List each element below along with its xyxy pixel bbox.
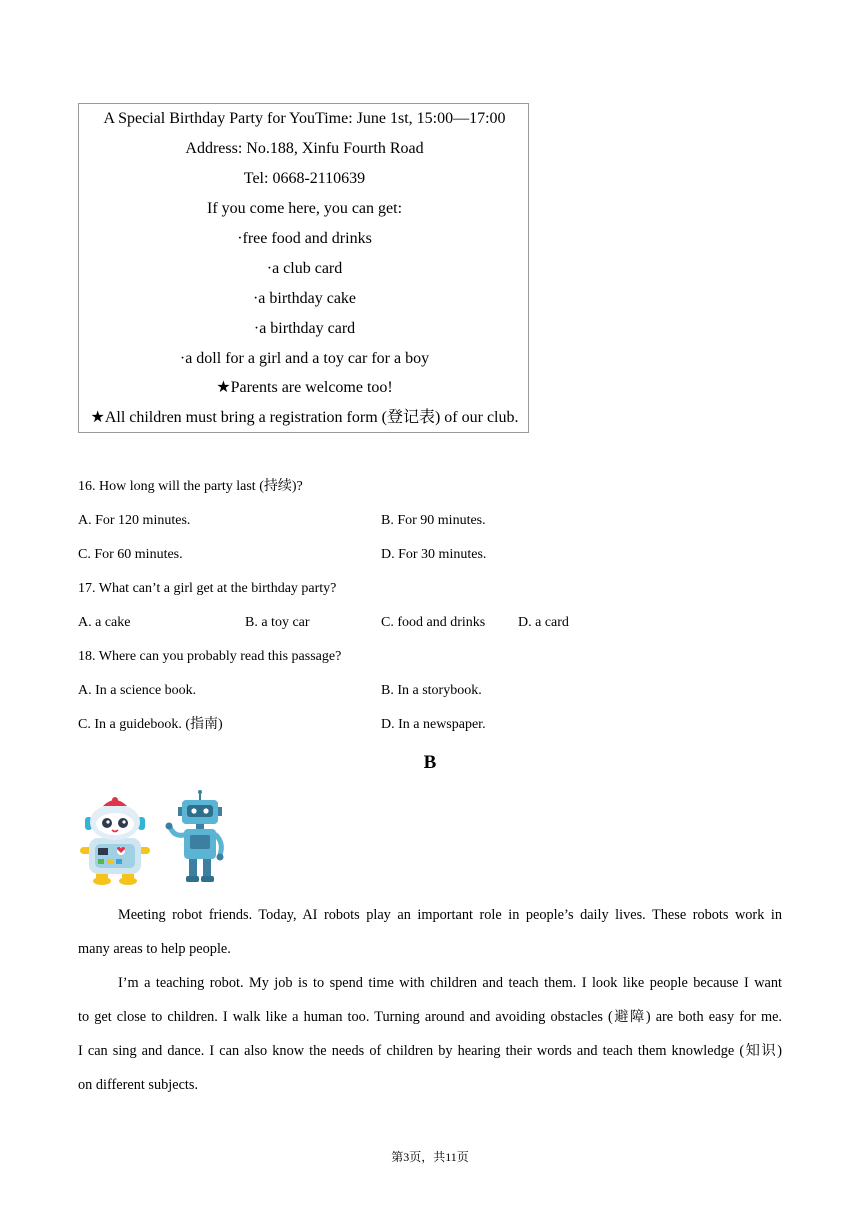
notice-tel-line: Tel: 0668-2110639 xyxy=(243,170,366,187)
notice-registration-line: ★All children must bring a registration form (登记表) of our club. xyxy=(90,409,519,426)
question-18-option-c: C. In a guidebook. (指南) xyxy=(78,717,223,732)
notice-item-toys: ·a doll for a girl and a toy car for a boy xyxy=(179,350,430,367)
notice-item-food: ·free food and drinks xyxy=(237,230,372,247)
question-17-option-c: C. food and drinks xyxy=(381,615,486,630)
robot-left-icon xyxy=(80,797,150,885)
notice-address-line: Address: No.188, Xinfu Fourth Road xyxy=(185,140,424,157)
question-17-option-a: A. a cake xyxy=(78,615,131,630)
notice-intro-line: If you come here, you can get: xyxy=(206,200,403,217)
question-17-option-b: B. a toy car xyxy=(245,615,310,630)
question-18-option-a: A. In a science book. xyxy=(78,683,197,698)
notice-item-cake: ·a birthday cake xyxy=(252,290,357,307)
question-16-option-b: B. For 90 minutes. xyxy=(381,513,486,528)
question-16-option-d: D. For 30 minutes. xyxy=(381,547,487,562)
passage-b-para1-line2: many areas to help people. xyxy=(78,941,231,957)
question-16-option-c: C. For 60 minutes. xyxy=(78,547,183,562)
passage-b-para2-line3: I can sing and dance. I can also know the needs of children by hearing their words and teach them knowledge (知识) xyxy=(78,1043,782,1059)
notice-title-line: A Special Birthday Party for YouTime: June 1st, 15:00—17:00 xyxy=(103,110,506,127)
question-18-option-b: B. In a storybook. xyxy=(381,683,482,698)
passage-b-para2-line1: I’m a teaching robot. My job is to spend time with children and teach them. I look like people because I want xyxy=(118,975,782,991)
question-17-stem: 17. What can’t a girl get at the birthday party? xyxy=(78,581,337,596)
section-b-heading: B xyxy=(423,752,437,773)
robot-right-icon xyxy=(166,790,224,882)
question-16-stem: 16. How long will the party last (持续)? xyxy=(78,479,303,494)
robots-illustration xyxy=(80,790,230,886)
party-notice-box xyxy=(78,103,529,433)
question-16-option-a: A. For 120 minutes. xyxy=(78,513,191,528)
question-18-option-d: D. In a newspaper. xyxy=(381,717,486,732)
notice-item-birthday-card: ·a birthday card xyxy=(253,320,356,337)
question-17-option-d: D. a card xyxy=(518,615,569,630)
notice-parents-line: ★Parents are welcome too! xyxy=(216,379,393,396)
passage-b-para1-line1: Meeting robot friends. Today, AI robots play an important role in people’s daily lives. These robots work in xyxy=(118,907,782,923)
page-number-footer: 第3页，共11页 xyxy=(391,1150,469,1164)
notice-item-club-card: ·a club card xyxy=(266,260,343,277)
passage-b-para2-line4: on different subjects. xyxy=(78,1077,199,1093)
passage-b-para2-line2: to get close to children. I walk like a human too. Turning around and avoiding obstacles (避障) are both easy for me. xyxy=(78,1009,782,1025)
question-18-stem: 18. Where can you probably read this passage? xyxy=(78,649,342,664)
